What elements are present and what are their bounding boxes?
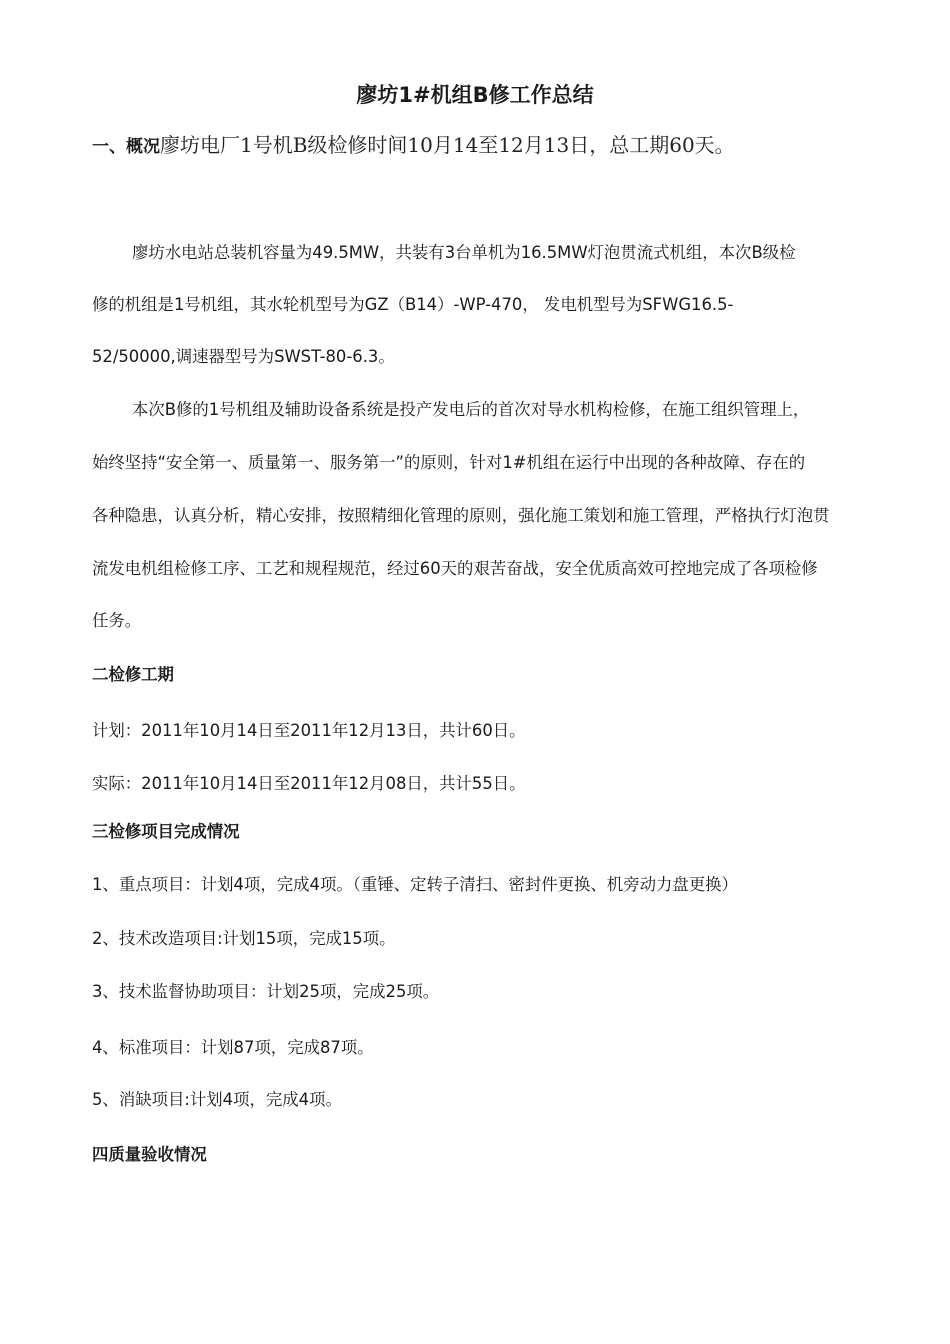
list-item: 1、重点项目：计划4项，完成4项。（重锤、定转子清扫、密封件更换、机旁动力盘更换） [92, 875, 738, 894]
list-item: 3、技术监督协助项目：计划25项，完成25项。 [92, 982, 440, 1001]
schedule-actual: 实际：2011年10月14日至2011年12月08日，共计55日。 [92, 774, 526, 793]
overview-paragraph2-line: 本次B修的1号机组及辅助设备系统是投产发电后的首次对导水机构检修，在施工组织管理上， [132, 400, 810, 419]
list-item: 2、技术改造项目:计划15项，完成15项。 [92, 929, 396, 948]
list-item: 4、标准项目：计划87项，完成87项。 [92, 1038, 374, 1057]
section-quality-heading: 四质量验收情况 [92, 1145, 207, 1164]
overview-paragraph1-line: 修的机组是1号机组，其水轮机型号为GZ（B14）-WP-470， 发电机型号为SFWG16.5- [92, 295, 734, 314]
overview-paragraph2-line: 各种隐患，认真分析，精心安排，按照精细化管理的原则，强化施工策划和施工管理，严格执行灯泡贯 [92, 506, 830, 525]
overview-paragraph2-line: 始终坚持“安全第一、质量第一、服务第一”的原则，针对1#机组在运行中出现的各种故障、存在的 [92, 453, 806, 472]
section-overview-summary: 廖坊电厂1号机B级检修时间10月14至12月13日，总工期60天。 [160, 133, 735, 157]
overview-paragraph1-line: 廖坊水电站总装机容量为49.5MW，共装有3台单机为16.5MW灯泡贯流式机组，本次B级检 [132, 243, 796, 262]
list-item: 5、消缺项目:计划4项，完成4项。 [92, 1090, 342, 1109]
section-items-heading: 三检修项目完成情况 [92, 822, 240, 841]
overview-paragraph2-line: 流发电机组检修工序、工艺和规程规范，经过60天的艰苦奋战，安全优质高效可控地完成了各项检修 [92, 559, 818, 578]
overview-paragraph1-line: 52/50000,调速器型号为SWST-80-6.3。 [92, 347, 395, 366]
section-overview-label: 一、概况 [92, 137, 160, 157]
schedule-plan: 计划：2011年10月14日至2011年12月13日，共计60日。 [92, 721, 526, 740]
overview-paragraph2-line: 任务。 [92, 611, 142, 630]
document-title: 廖坊1#机组B修工作总结 [356, 83, 594, 107]
section-overview-heading-line [92, 128, 735, 164]
section-schedule-heading: 二检修工期 [92, 665, 174, 684]
